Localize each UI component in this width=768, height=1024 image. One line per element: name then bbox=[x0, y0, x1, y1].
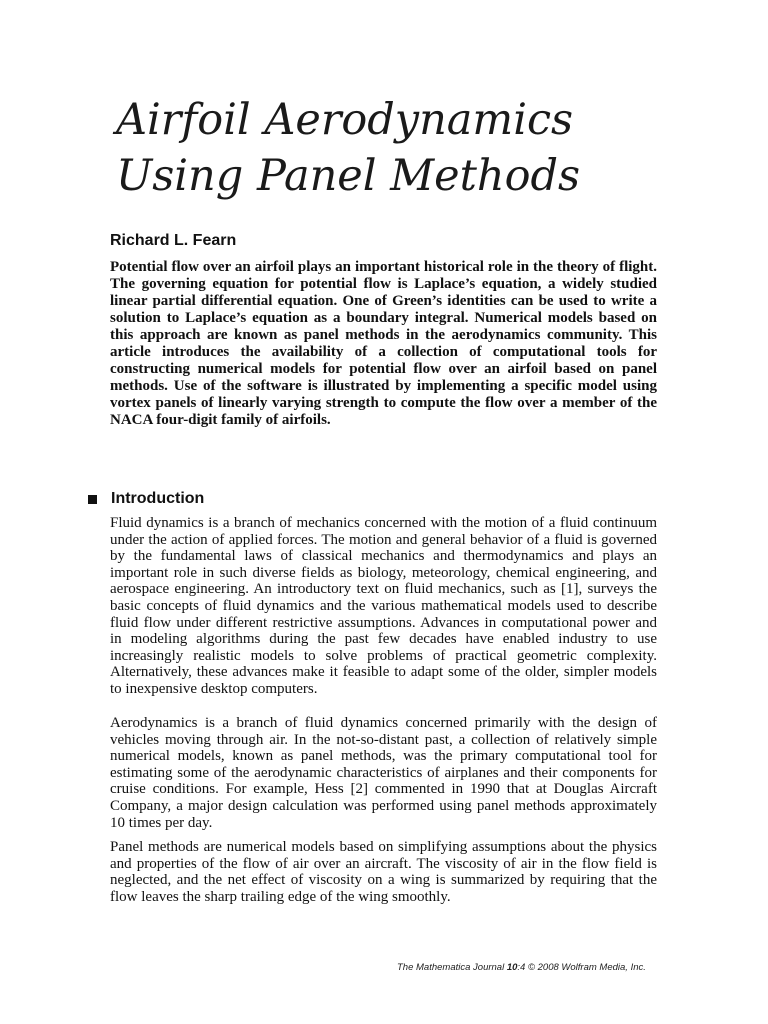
footer-journal: The Mathematica Journal bbox=[397, 962, 505, 973]
body-paragraph: Aerodynamics is a branch of fluid dynamics concerned primarily with the design of vehicles moving through air. In the not-so-distant past, a collection of relatively simple numerical models, known as panel methods, was the primary computational tool for estimating some of the aerodynamic characteristics of airplanes and their components for cruise conditions. For example, Hess [2] commented in 1990 that at Douglas Aircraft Company, a major design calculation was performed using panel methods approximately 10 times per day. bbox=[110, 715, 657, 831]
section-heading bbox=[88, 490, 204, 508]
footer-issue: :4 bbox=[517, 962, 526, 973]
footer-copyright: © 2008 Wolfram Media, Inc. bbox=[528, 962, 646, 973]
section-bullet-icon bbox=[88, 495, 97, 504]
author-name: Richard L. Fearn bbox=[110, 232, 237, 249]
body-paragraph: Panel methods are numerical models based on simplifying assumptions about the physics and properties of the flow of air over an aircraft. The viscosity of air in the flow field is neglected, and the net effect of viscosity on a wing is summarized by requiring that the flow leaves the sharp trailing edge of the wing smoothly. bbox=[110, 839, 657, 905]
abstract: Potential flow over an airfoil plays an important historical role in the theory of flight. The governing equation for potential flow is Laplace’s equation, a widely studied linear partial differential equation. One of Green’s identities can be used to write a solution to Laplace’s equation as a boundary integral. Numerical models based on this approach are known as panel methods in the aerodynamics community. This article introduces the availability of a collection of computational tools for constructing numerical models for potential flow over an airfoil based on panel methods. Use of the software is illustrated by implementing a specific model using vortex panels of linearly varying strength to compute the flow over a member of the NACA four-digit family of airfoils. bbox=[110, 259, 657, 428]
title-line-2: Using Panel Methods bbox=[116, 151, 581, 201]
section-title: Introduction bbox=[111, 490, 205, 507]
body-paragraph: Fluid dynamics is a branch of mechanics concerned with the motion of a fluid continuum under the action of applied forces. The motion and general behavior of a fluid is governed by the fundamental laws of classical mechanics and thermodynamics and plays an important role in such diverse fields as biology, meteorology, chemical engineering, and aerospace engineering. An introductory text on fluid mechanics, such as [1], surveys the basic concepts of fluid dynamics and the various mathematical models used to describe fluid flow under different restrictive assumptions. Advances in computational power and in modeling algorithms during the past few decades have enabled industry to use increasingly realistic models to solve problems of practical geometric complexity. Alternatively, these advances make it feasible to adapt some of the older, simpler models to inexpensive desktop computers. bbox=[110, 515, 657, 697]
page-footer bbox=[397, 962, 646, 973]
title-line-1: Airfoil Aerodynamics bbox=[116, 95, 574, 145]
footer-volume: 10 bbox=[506, 962, 518, 973]
article-title bbox=[116, 92, 716, 204]
